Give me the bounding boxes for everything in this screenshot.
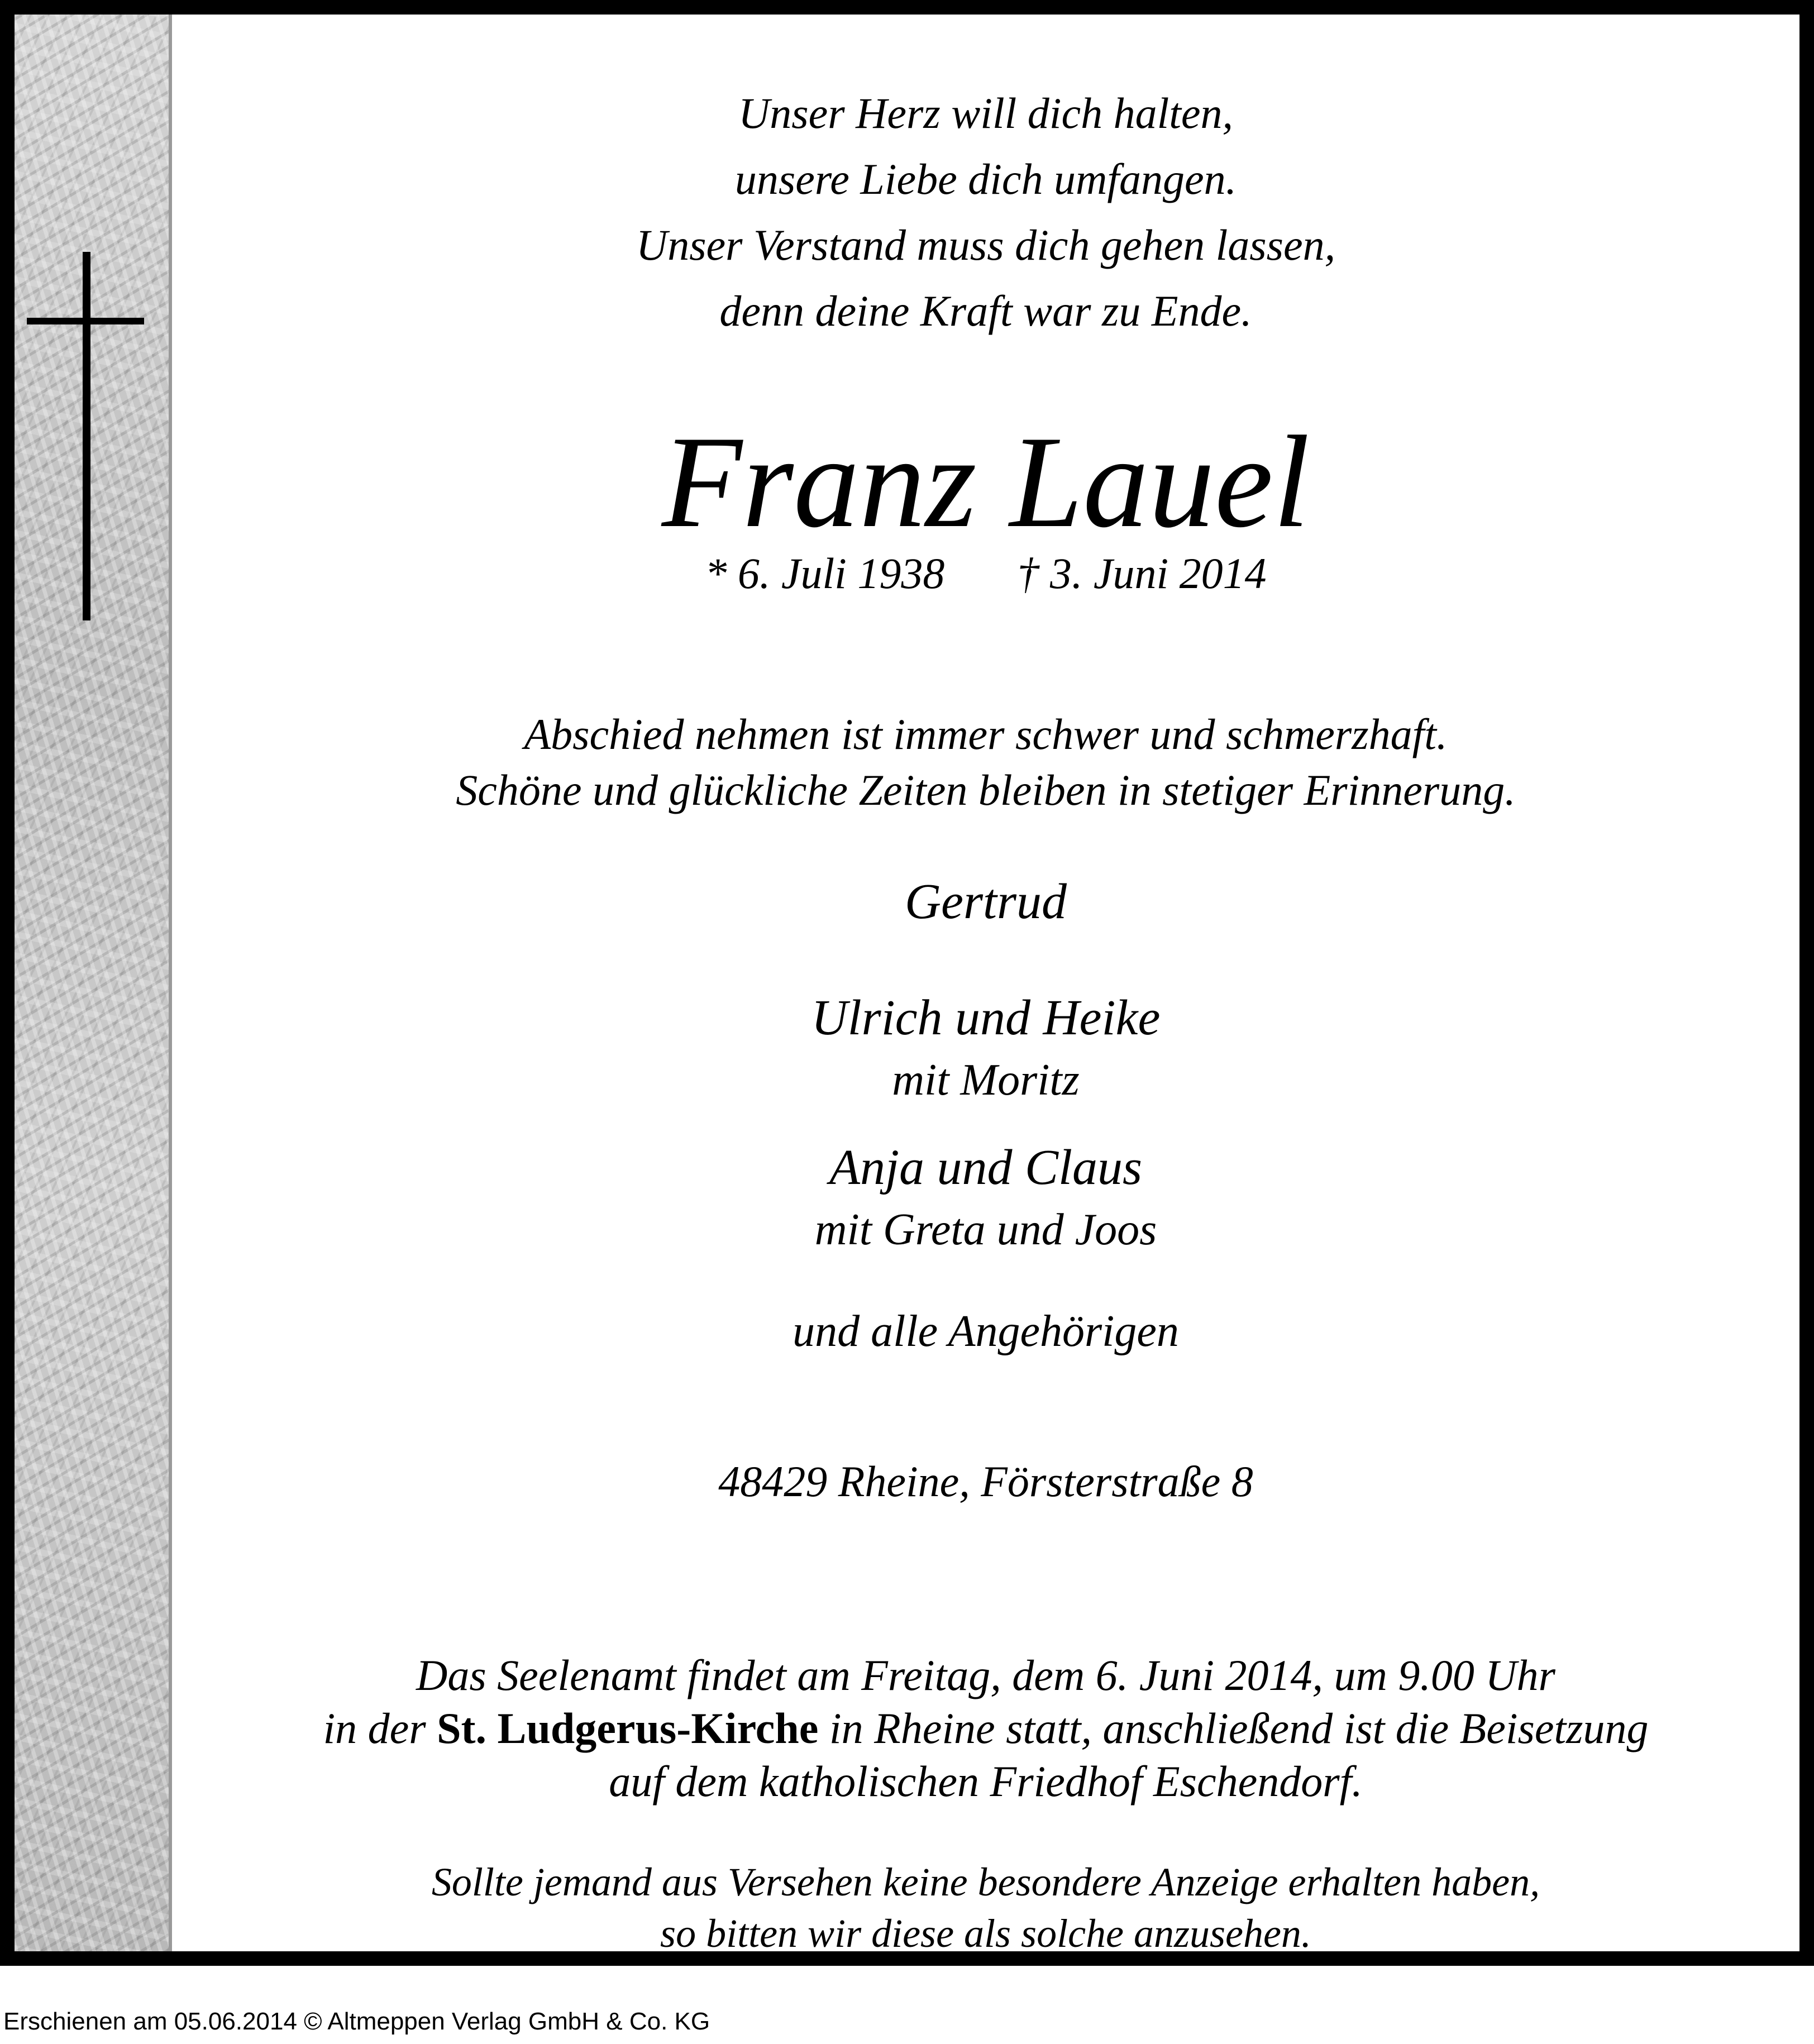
- cross-horizontal-bar: [27, 318, 144, 324]
- service-line-2: [172, 1704, 1799, 1752]
- obituary-content: [172, 15, 1799, 1956]
- deceased-name: Franz Lauel: [661, 409, 1310, 555]
- death-date: † 3. Juni 2014: [1017, 549, 1267, 598]
- child-family-2-with: mit Greta und Joos: [814, 1205, 1157, 1254]
- relatives: und alle Angehörigen: [793, 1307, 1179, 1356]
- service-line-1: Das Seelenamt findet am Freitag, dem 6. Juni 2014, um 9.00 Uhr: [416, 1651, 1555, 1699]
- child-family-1-names: Ulrich und Heike: [811, 990, 1161, 1045]
- publication-footer: Erschienen am 05.06.2014 © Altmeppen Verlag GmbH & Co. KG: [3, 2008, 710, 2035]
- child-family-1-with: mit Moritz: [892, 1056, 1080, 1105]
- cross-icon: [27, 252, 144, 620]
- farewell-line-1: Abschied nehmen ist immer schwer und schmerzhaft.: [524, 710, 1448, 758]
- address: 48429 Rheine, Försterstraße 8: [718, 1457, 1253, 1506]
- church-name: St. Ludgerus-Kirche: [437, 1704, 819, 1752]
- cross-vertical-bar: [83, 252, 90, 620]
- service-line-2-suffix: in Rheine statt, anschließend ist die Beisetzung: [818, 1704, 1649, 1752]
- poem-line-2: unsere Liebe dich umfangen.: [734, 155, 1237, 203]
- poem-line-3: Unser Verstand muss dich gehen lassen,: [636, 221, 1336, 269]
- life-dates: [172, 549, 1799, 598]
- service-line-2-prefix: in der: [323, 1704, 437, 1752]
- notice-line-2: so bitten wir diese als solche anzusehen.: [660, 1911, 1311, 1956]
- notice-line-1: Sollte jemand aus Versehen keine besondere Anzeige erhalten haben,: [431, 1860, 1540, 1904]
- poem-line-4: denn deine Kraft war zu Ende.: [719, 286, 1252, 335]
- poem-line-1: Unser Herz will dich halten,: [738, 89, 1234, 137]
- service-line-3: auf dem katholischen Friedhof Eschendorf.: [609, 1757, 1363, 1806]
- birth-date: * 6. Juli 1938: [705, 549, 945, 598]
- spouse-name: Gertrud: [905, 874, 1067, 929]
- farewell-line-2: Schöne und glückliche Zeiten bleiben in stetiger Erinnerung.: [456, 766, 1516, 814]
- child-family-2-names: Anja und Claus: [829, 1140, 1143, 1195]
